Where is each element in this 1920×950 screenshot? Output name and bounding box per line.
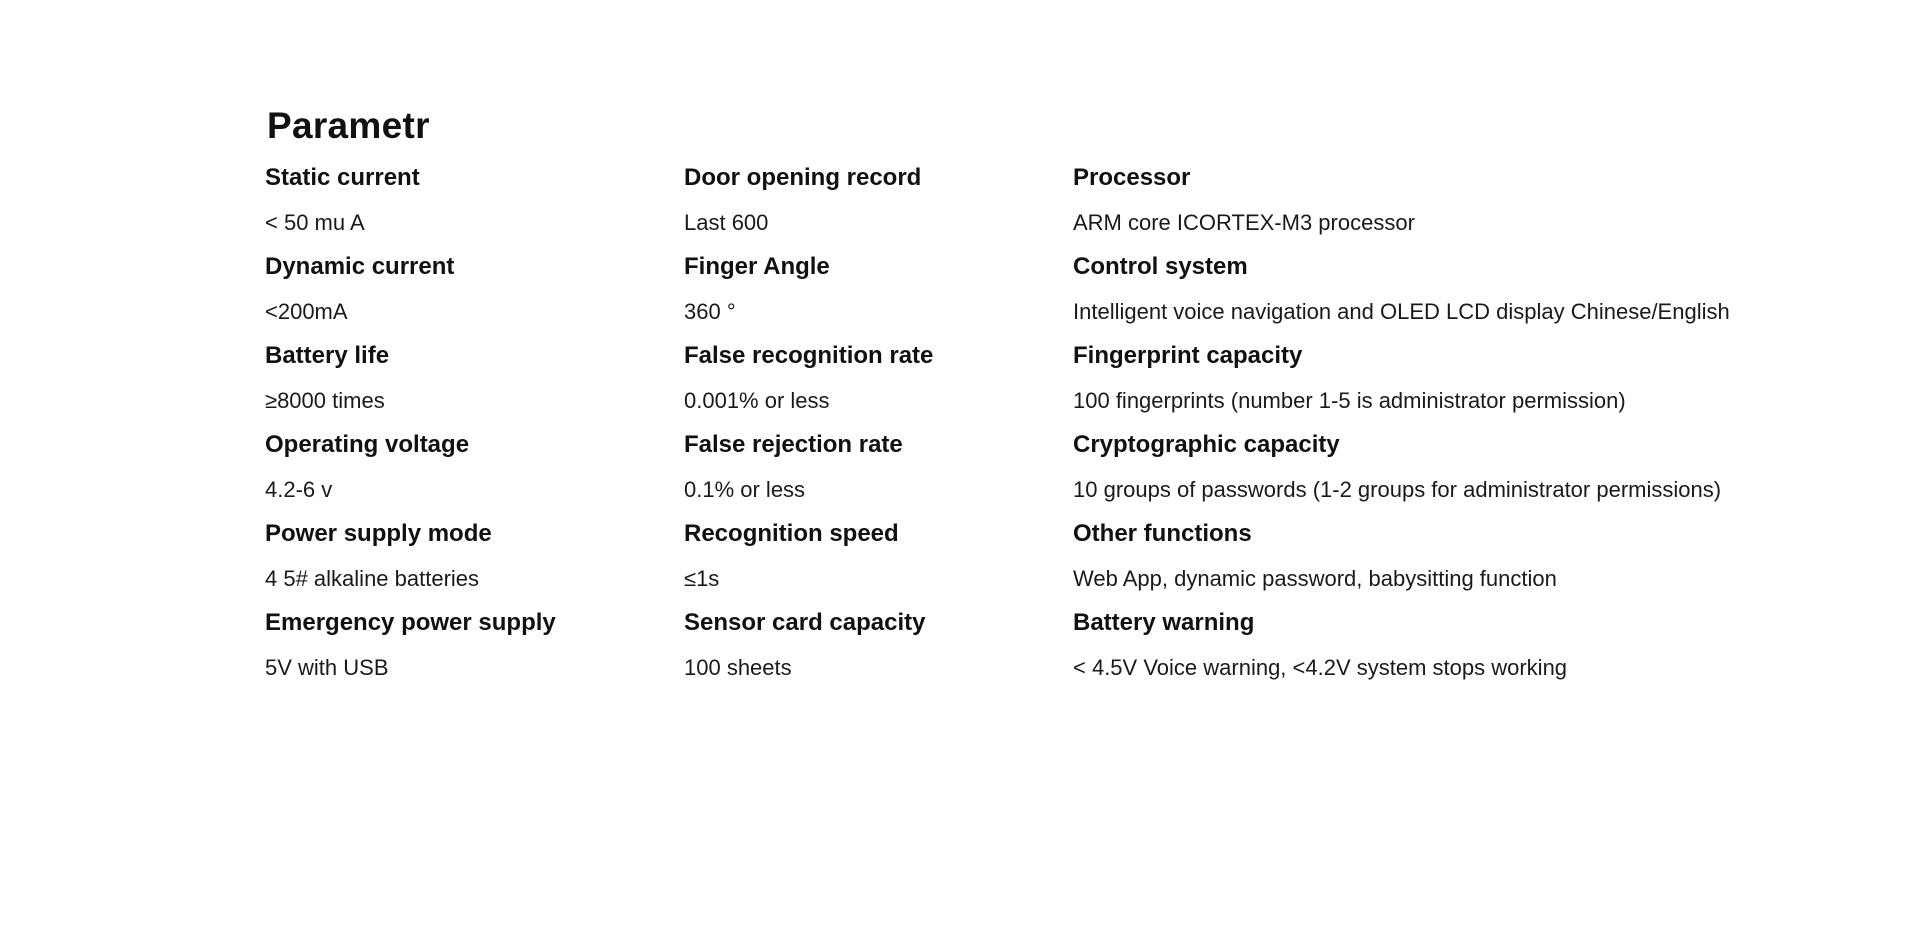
param-label: Fingerprint capacity — [1073, 342, 1303, 369]
param-label: Battery warning — [1073, 609, 1255, 636]
param-operating-voltage — [265, 423, 684, 512]
param-recognition-speed — [684, 512, 1073, 601]
param-label: False rejection rate — [684, 431, 903, 458]
param-label: Power supply mode — [265, 520, 492, 547]
param-other-functions — [1073, 512, 1793, 601]
param-value: ARM core ICORTEX-M3 processor — [1073, 210, 1415, 235]
section-title: Parametr — [267, 105, 430, 146]
param-label: Processor — [1073, 164, 1191, 191]
param-value: 0.1% or less — [684, 477, 806, 502]
param-sensor-card-capacity — [684, 601, 1073, 690]
param-emergency-power-supply — [265, 601, 684, 690]
parameter-grid — [265, 156, 1810, 690]
param-cryptographic-capacity — [1073, 423, 1793, 512]
param-processor — [1073, 156, 1793, 245]
param-label: Emergency power supply — [265, 609, 556, 636]
param-value: Web App, dynamic password, babysitting function — [1073, 566, 1557, 591]
param-value: <200mA — [265, 299, 348, 324]
param-false-rejection-rate — [684, 423, 1073, 512]
param-label: Control system — [1073, 253, 1248, 280]
param-label: Battery life — [265, 342, 390, 369]
param-value: 0.001% or less — [684, 388, 830, 413]
param-label: False recognition rate — [684, 342, 934, 369]
parameter-column-1 — [265, 156, 684, 690]
param-value: 100 fingerprints (number 1-5 is administrator permission) — [1073, 388, 1626, 413]
param-control-system — [1073, 245, 1793, 334]
parameter-column-2 — [684, 156, 1073, 690]
param-false-recognition-rate — [684, 334, 1073, 423]
param-battery-warning — [1073, 601, 1793, 690]
param-power-supply-mode — [265, 512, 684, 601]
param-label: Dynamic current — [265, 253, 455, 280]
parameter-column-3 — [1073, 156, 1793, 690]
param-value: 10 groups of passwords (1-2 groups for administrator permissions) — [1073, 477, 1722, 502]
param-finger-angle — [684, 245, 1073, 334]
param-value: Last 600 — [684, 210, 769, 235]
param-value: < 50 mu A — [265, 210, 365, 235]
parameter-section — [265, 96, 1810, 690]
param-value: ≥8000 times — [265, 388, 385, 413]
param-label: Sensor card capacity — [684, 609, 926, 636]
param-label: Door opening record — [684, 164, 922, 191]
param-value: 360 ° — [684, 299, 736, 324]
param-door-opening-record — [684, 156, 1073, 245]
param-label: Recognition speed — [684, 520, 899, 547]
param-label: Operating voltage — [265, 431, 470, 458]
param-value: < 4.5V Voice warning, <4.2V system stops working — [1073, 655, 1568, 680]
param-label: Other functions — [1073, 520, 1252, 547]
param-value: 4 5# alkaline batteries — [265, 566, 480, 591]
param-value: 100 sheets — [684, 655, 792, 680]
param-fingerprint-capacity — [1073, 334, 1793, 423]
param-value: Intelligent voice navigation and OLED LCD display Chinese/English — [1073, 299, 1730, 324]
param-battery-life — [265, 334, 684, 423]
param-value: 5V with USB — [265, 655, 389, 680]
param-label: Cryptographic capacity — [1073, 431, 1340, 458]
param-label: Finger Angle — [684, 253, 830, 280]
param-value: 4.2-6 v — [265, 477, 333, 502]
param-static-current — [265, 156, 684, 245]
param-dynamic-current — [265, 245, 684, 334]
param-label: Static current — [265, 164, 420, 191]
param-value: ≤1s — [684, 566, 720, 591]
